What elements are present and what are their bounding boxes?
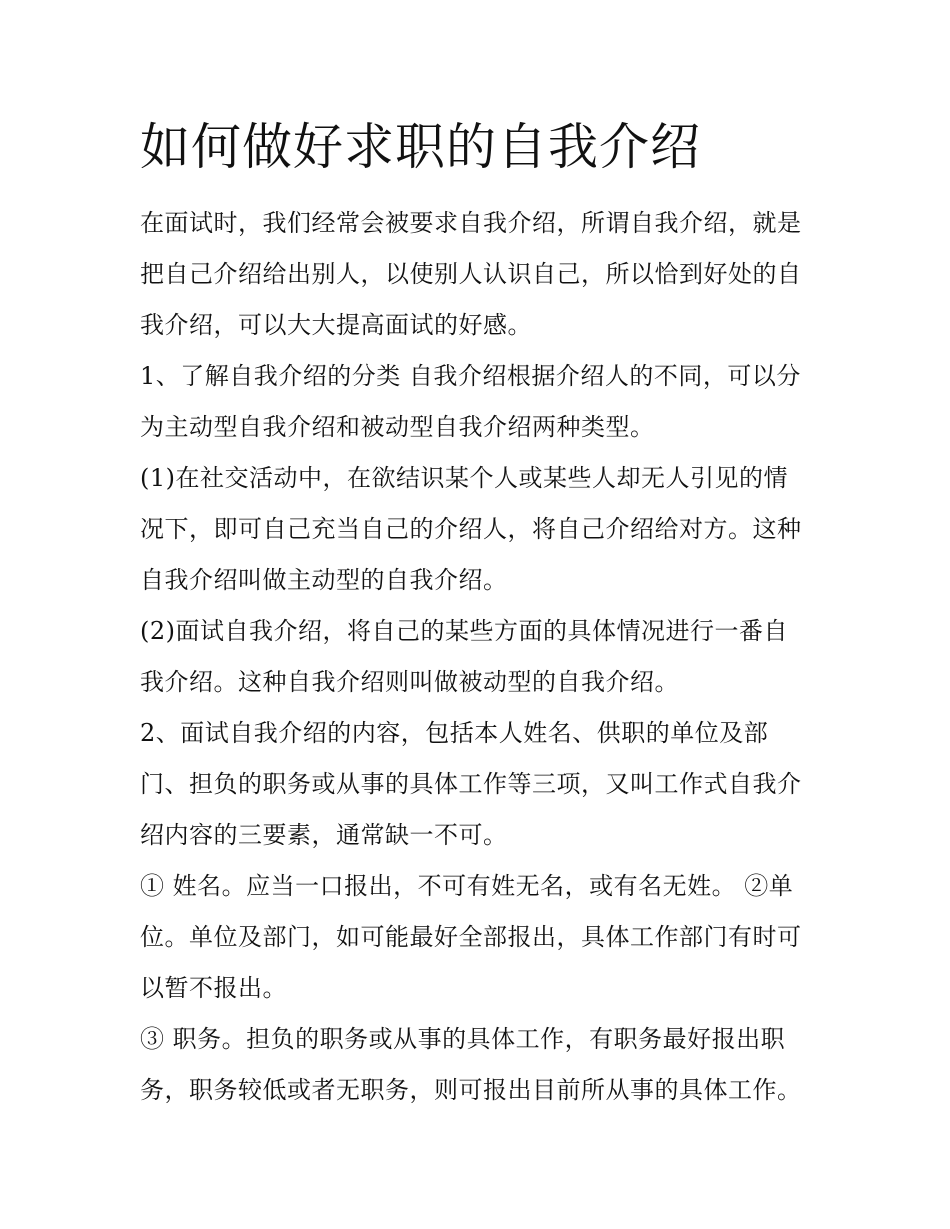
- text-line: 我介绍。这种自我介绍则叫做被动型的自我介绍。: [140, 668, 679, 696]
- text-line: 在面试时，我们经常会被要求自我介绍，所谓自我介绍，就是: [140, 209, 802, 237]
- paragraph-section-2: [140, 708, 812, 861]
- paragraph-intro: [140, 198, 812, 351]
- text-line: 务，职务较低或者无职务，则可报出目前所从事的具体工作。: [140, 1076, 802, 1104]
- paragraph-section-1: [140, 351, 812, 453]
- text-line: 为主动型自我介绍和被动型自我介绍两种类型。: [140, 413, 655, 441]
- paragraph-passive-type: [140, 606, 812, 708]
- document-page: [140, 112, 812, 1116]
- text-line: 门、担负的职务或从事的具体工作等三项，又叫工作式自我介: [140, 770, 802, 798]
- page-title: 如何做好求职的自我介绍: [140, 118, 701, 176]
- paragraph-active-type: [140, 453, 812, 606]
- text-line: (2)面试自我介绍，将自己的某些方面的具体情况进行一番自: [140, 617, 788, 645]
- text-line: (1)在社交活动中，在欲结识某个人或某些人却无人引见的情: [140, 464, 788, 492]
- text-line: 自我介绍叫做主动型的自我介绍。: [140, 566, 508, 594]
- paragraph-position: [140, 1014, 812, 1116]
- text-line: ① 姓名。应当一口报出，不可有姓无名，或有名无姓。 ②单: [140, 872, 794, 900]
- text-line: 绍内容的三要素，通常缺一不可。: [140, 821, 508, 849]
- text-line: 以暂不报出。: [140, 974, 287, 1002]
- text-line: ③ 职务。担负的职务或从事的具体工作，有职务最好报出职: [140, 1025, 786, 1053]
- text-line: 2、面试自我介绍的内容，包括本人姓名、供职的单位及部: [140, 719, 769, 747]
- text-line: 我介绍，可以大大提高面试的好感。: [140, 311, 532, 339]
- text-line: 1、了解自我介绍的分类 自我介绍根据介绍人的不同，可以分: [140, 362, 801, 390]
- text-line: 位。单位及部门，如可能最好全部报出，具体工作部门有时可: [140, 923, 802, 951]
- paragraph-name-unit: [140, 861, 812, 1014]
- text-line: 况下，即可自己充当自己的介绍人，将自己介绍给对方。这种: [140, 515, 802, 543]
- text-line: 把自己介绍给出别人，以使别人认识自己，所以恰到好处的自: [140, 260, 802, 288]
